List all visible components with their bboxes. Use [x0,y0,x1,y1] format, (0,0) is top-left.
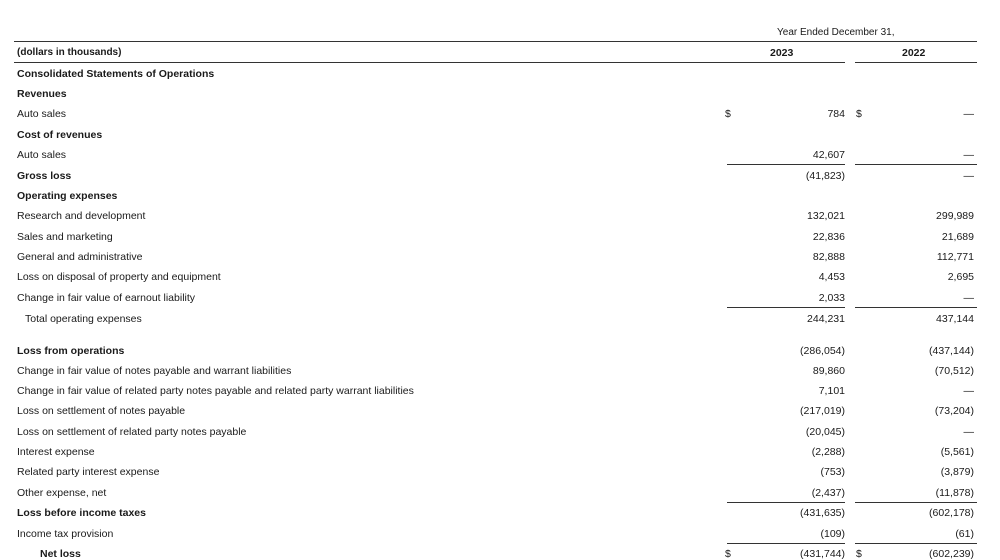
subtotal-rule-2023 [727,502,845,503]
value-2022: (437,144) [929,345,974,357]
row-fv-related-party: Change in fair value of related party notes payable and related party warrant liabilities [17,385,414,397]
value-2022: (602,178) [929,507,974,519]
value-2023: 89,860 [812,365,845,377]
value-2023: 82,888 [812,251,845,263]
dollar-sign-2023: $ [725,108,731,120]
value-2022: (70,512) [934,365,974,377]
section-revenues: Revenues [17,88,67,100]
value-2023: 132,021 [807,210,845,222]
value-2022: (5,561) [940,446,974,458]
value-2023: (217,019) [800,405,845,417]
row-related-party-interest: Related party interest expense [17,466,160,478]
row-auto-sales-revenue: Auto sales [17,108,67,120]
row-research-development: Research and development [17,210,146,222]
units-label: (dollars in thousands) [17,47,122,58]
value-2023: (2,437) [811,487,845,499]
value-2022: 2,695 [947,271,974,283]
period-header: Year Ended December 31, [777,27,895,38]
section-cost-of-revenues: Cost of revenues [17,129,103,141]
value-2023: 7,101 [818,385,845,397]
subtotal-rule-2023 [727,307,845,308]
row-auto-sales-cost: Auto sales [17,149,67,161]
value-2022: — [963,385,974,397]
row-settlement-related-party: Loss on settlement of related party notes payable [17,426,247,438]
value-2022: (602,239) [929,548,974,560]
value-2022: — [963,426,974,438]
dollar-sign-2022: $ [856,108,862,120]
row-income-tax-provision: Income tax provision [17,528,114,540]
value-2023: (431,635) [800,507,845,519]
value-2022: 299,989 [936,210,974,222]
row-settlement-notes: Loss on settlement of notes payable [17,405,186,417]
row-earnout-liability: Change in fair value of earnout liability [17,292,196,304]
row-loss-before-taxes: Loss before income taxes [17,507,146,519]
value-2022: — [963,149,974,161]
row-general-administrative: General and administrative [17,251,143,263]
value-2023: 22,836 [812,231,845,243]
value-2022: — [963,292,974,304]
row-loss-disposal: Loss on disposal of property and equipment [17,271,221,283]
header-rule [727,41,977,42]
value-2022: — [963,170,974,182]
value-2022: (61) [955,528,974,540]
value-2022: 437,144 [936,313,974,325]
dollar-sign-2022: $ [856,548,862,560]
subtotal-rule-2022 [855,502,977,503]
value-2023: 244,231 [807,313,845,325]
row-gross-loss: Gross loss [17,170,72,182]
row-fv-notes-warrants: Change in fair value of notes payable and warrant liabilities [17,365,292,377]
row-total-operating-expenses: Total operating expenses [25,313,142,325]
value-2022: (11,878) [935,487,974,499]
row-net-loss: Net loss [40,548,81,560]
value-2023: 4,453 [818,271,845,283]
value-2022: (3,879) [940,466,974,478]
value-2023: (109) [820,528,845,540]
column-header-2022: 2022 [902,47,926,59]
subtotal-rule-2023 [727,164,845,165]
subtotal-rule-2023 [727,543,845,544]
row-sales-marketing: Sales and marketing [17,231,113,243]
row-loss-from-operations: Loss from operations [17,345,125,357]
statement-title: Consolidated Statements of Operations [17,68,215,80]
value-2023: (20,045) [805,426,845,438]
value-2023: 2,033 [818,292,845,304]
value-2022: (73,204) [934,405,974,417]
row-interest-expense: Interest expense [17,446,95,458]
dollar-sign-2023: $ [725,548,731,560]
value-2023: 42,607 [812,149,845,161]
value-2022: — [963,108,974,120]
column-header-2023: 2023 [770,47,794,59]
subtotal-rule-2022 [855,164,977,165]
value-2022: 112,771 [936,251,974,263]
subtotal-rule-2022 [855,307,977,308]
value-2023: (41,823) [805,170,845,182]
value-2022: 21,689 [941,231,974,243]
value-2023: (286,054) [800,345,845,357]
subtotal-rule-2022 [855,543,977,544]
value-2023: (753) [820,466,845,478]
column-rule-left [14,62,845,63]
column-rule-right [855,62,977,63]
value-2023: (431,744) [800,548,845,560]
header-rule-left [14,41,727,42]
value-2023: 784 [827,108,845,120]
value-2023: (2,288) [811,446,845,458]
section-operating-expenses: Operating expenses [17,190,118,202]
row-other-expense: Other expense, net [17,487,107,499]
